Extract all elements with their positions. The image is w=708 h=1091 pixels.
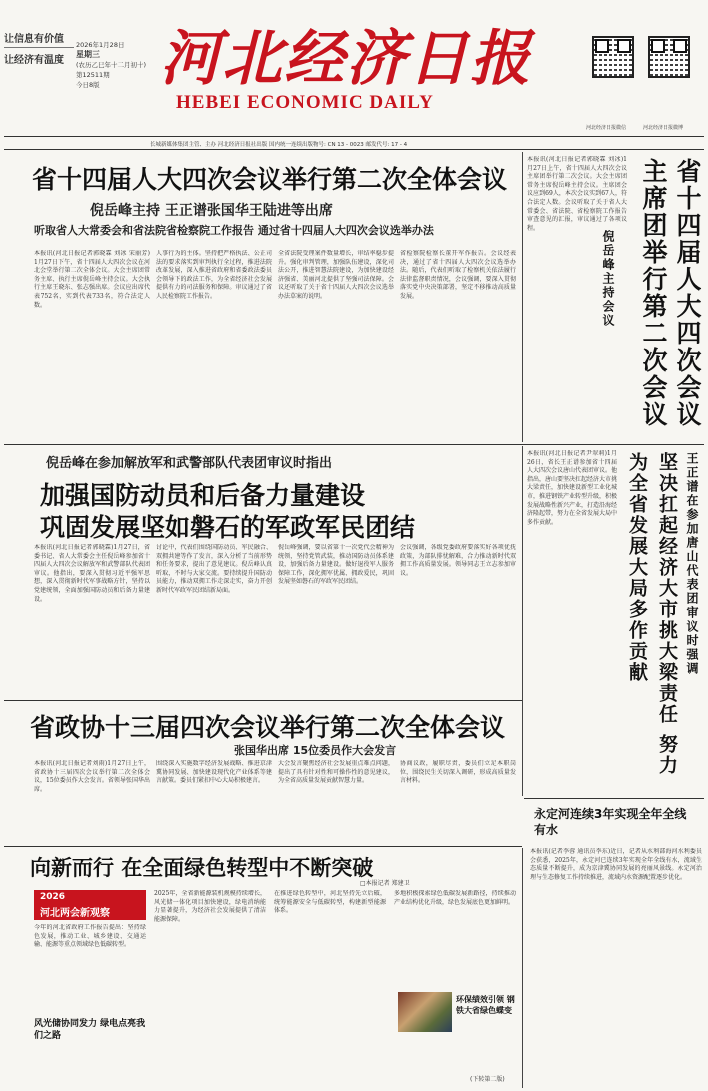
article3-body-col2: 围绕深入实施数字经济发展战略、推进京津冀协同发展、加快建设现代化产业体系等建言献策。委员们紧扣中心大局积极建言。 xyxy=(156,760,272,785)
sidebar2-body: 本报讯(河北日报记者尹翠莉)1月26日，省长王正谱参加省十四届人大四次会议唐山代表团审议。他指出，唐山要坚决扛起经济大市挑大梁责任，加快建设新型工业化城市，推进钢铁产业转型升级，积极发展战略性新兴产业，打造沿海经济隆起带，努力在全省发展大局中多作贡献。 xyxy=(527,450,617,526)
sidebar1-subhead: 倪岳峰主持会议 xyxy=(601,230,615,328)
badge-text: 河北两会新观察 xyxy=(40,908,110,919)
masthead-rule xyxy=(4,136,704,137)
article4-body-col1: 今年的河北省政府工作报告提出：坚持绿色发展，推动工业、城乡建设、交通运输、能源等重点领域绿色低碳转型。 xyxy=(34,924,146,949)
info-rule xyxy=(4,149,704,150)
column-divider xyxy=(522,446,523,796)
article4-body-col3: 在推进绿色转型中，河北坚持先立后破，统筹能源安全与低碳转型，构建新型能源体系。 xyxy=(274,890,386,915)
publication-info: 长城新媒体集团主管、主办 河北经济日报社出版 国内统一连续出版物号: CN 13 - 0023 邮发代号: 17 - 4 xyxy=(150,142,408,148)
article3-body-col4: 协商议政，履职尽责，委员们立足本职岗位，围绕民生关切深入调研，形成高质量发言材料。 xyxy=(400,760,516,785)
article2-body-col3: 倪岳峰强调，要以省第十一次党代会精神为统领，坚持党管武装，推动国防动员体系建设，加强后备力量建设。做好退役军人服务保障工作，深化拥军优属、拥政爱民，巩固发展坚如磐石的军政军民团结。 xyxy=(278,544,394,586)
sidebar3-rule xyxy=(524,798,704,799)
article3-body-col1: 本报讯(河北日报记者刘雨)1月27日上午，省政协十三届四次会议举行第二次全体会议，15位委员作大会发言。省领导张国华出席。 xyxy=(34,760,150,793)
article2-body-col2: 讨论中，代表们围绕国防动员、军民融合、双拥共建等作了发言，深入分析了当前形势和任务要求，提出了意见建议。倪岳峰认真听取，不时与大家交流。要持续提升国防动员能力，推动双拥工作走深走实，奋力开创新时代军政军民团结新局面。 xyxy=(156,544,272,594)
sidebar2-headline: 王正谱在参加唐山代表团审议时强调 xyxy=(685,452,699,676)
article4-byline-text: 本报记者 郑建卫 xyxy=(365,880,410,887)
article4-body-col4: 多地积极探索绿色低碳发展新路径，持续推动产业结构优化升级，绿色发展底色更加鲜明。 xyxy=(394,890,516,906)
article1-subhead-2: 听取省人大常委会和省法院省检察院工作报告 通过省十四届人大四次会议选举办法 xyxy=(34,224,434,237)
section-rule-1 xyxy=(4,444,704,445)
article4-body-col2: 2025年，全省新能源装机规模持续增长，风光储一体化项目加快建设，绿电消纳能力显著提升，为经济社会发展提供了清洁能源保障。 xyxy=(154,890,266,923)
article4-headline: 向新而行 在全面绿色转型中不断突破 xyxy=(30,856,374,880)
section-rule-3 xyxy=(4,846,522,847)
article2-body-col1: 本报讯(河北日报记者郭晓霖)1月27日，省委书记、省人大常委会主任倪岳峰参加省十四届人大四次会议解放军和武警部队代表团审议。他指出，要深入贯彻习近平强军思想，深入贯彻新时代军事战略方针，坚持以党建统领，全面加强国防动员和后备力量建设。 xyxy=(34,544,150,603)
slogan-line-1: 让信息有价值 xyxy=(4,30,74,48)
newspaper-title-en: HEBEI ECONOMIC DAILY xyxy=(176,92,434,113)
sidebar1-headline: 省十四届人大四次会议主席团举行第二次会议 xyxy=(639,158,702,428)
sidebar2-main-headline: 坚决扛起经济大市挑大梁责任 努力为全省发展大局多作贡献 xyxy=(626,452,678,776)
qr-code-weibo xyxy=(648,36,690,78)
article1-body-col1: 本报讯(河北日报记者郭晓霖 刘冰 宋丽芳) 1月27日下午，省十四届人大四次会议在河北会堂举行第二次全体会议。大会主席团常务主席、执行主席倪岳峰主持会议。大会执行主席王晓东、张志强出席。会议应出席代表752名，实到代表733名，符合法定人数。 xyxy=(34,250,150,309)
date-box xyxy=(76,40,148,90)
article3-body-col3: 大会发言聚焦经济社会发展重点难点问题，提出了具有针对性和可操作性的意见建议，为全省高质量发展贡献智慧力量。 xyxy=(278,760,394,785)
slogan-line-2: 让经济有温度 xyxy=(4,55,64,66)
weekday: 星期三 xyxy=(76,50,100,59)
article4-photo xyxy=(398,992,452,1032)
qr-label-weibo: 河北经济日报微博 xyxy=(643,125,684,131)
column-divider xyxy=(522,848,523,1088)
two-sessions-badge xyxy=(34,890,146,920)
article3-subhead: 张国华出席 15位委员作大会发言 xyxy=(234,744,397,757)
article1-body-col3: 全省法院受理案件数量增长，审结率稳步提升。强化审判管理，加强队伍建设，深化司法公开，推进智慧法院建设，为加快建设经济强省、美丽河北提供了坚强司法保障。会议还听取了关于省十四届人大四次会议选举办法草案的说明。 xyxy=(278,250,394,300)
article2-headline-1: 加强国防动员和后备力量建设 xyxy=(40,481,366,510)
page-count: 今日8版 xyxy=(76,81,100,89)
article1-headline: 省十四届人大四次会议举行第二次全体会议 xyxy=(32,165,508,194)
article1-subhead-1: 倪岳峰主持 王正谱张国华王陆进等出席 xyxy=(90,203,333,219)
article2-headline-2: 巩固发展坚如磐石的军政军民团结 xyxy=(40,513,416,542)
qr-code-wechat xyxy=(592,36,634,78)
qr-label-wechat: 河北经济日报微信 xyxy=(586,125,627,131)
article4-side-title: 风光储协同发力 绿电点亮我们之路 xyxy=(34,1019,146,1041)
sidebar3-body: 本报讯(记者李蓉 通讯员李东)近日，记者从水利部海河水利委员会获悉，2025年，永定河已连续3年实现全年全线有水，流域生态质量不断提升，成为京津冀协同发展的亮丽风景线。永定河治理与生态修复工作持续推进，流域内水资源配置逐步优化。 xyxy=(530,848,702,881)
article3-headline: 省政协十三届四次会议举行第二次全体会议 xyxy=(30,713,506,742)
sidebar3-headline: 永定河连续3年实现全年全线有水 xyxy=(534,807,687,837)
article2-body-col4: 会议强调，各级党委政府要落实好各项优抚政策，为部队排忧解难，合力推动新时代双拥工作高质量发展。领导同志王立志参加审议。 xyxy=(400,544,516,577)
slogan xyxy=(4,30,74,66)
sidebar1-body: 本报讯(河北日报记者郭晓霖 刘冰)1月27日上午，省十四届人大四次会议主席团举行第二次会议。大会主席团常务主席倪岳峰主持会议。主席团会议应到69人，本次会议实到67人，符合法定人数。会议听取了关于省人大常委会、省法院、省检察院工作报告审查意见的汇报，审议通过了各项议程。 xyxy=(527,156,627,232)
article4-byline: □本报记者 郑建卫 xyxy=(360,880,410,887)
newspaper-title: 河北经济日报 xyxy=(160,24,532,94)
issue-number: 第12511期 xyxy=(76,71,110,79)
article4-continued-note: (下转第二版) xyxy=(470,1076,505,1083)
article2-kicker: 倪岳峰在参加解放军和武警部队代表团审议时指出 xyxy=(46,456,333,471)
column-divider xyxy=(522,152,523,442)
section-rule-2 xyxy=(4,700,522,701)
lunar-date: (农历乙巳年十二月初十) xyxy=(76,61,147,69)
article4-box-title: 环保绩效引领 钢铁大省绿色蝶变 xyxy=(456,995,515,1015)
badge-year: 2026 xyxy=(40,892,66,902)
article1-body-col2: 人事行为的主体。坚持把严格执法、公正司法的要求落实到审判执行全过程，推进法院改革发展，深入推进省政府和省委政法委员会领导下的政法工作，为全省经济社会发展提供有力的司法服务和保障。审议通过了省人民检察院工作报告。 xyxy=(156,250,272,300)
date: 2026年1月28日 xyxy=(76,41,125,49)
article1-body-col4: 省检察院检察长董开军作报告。会议经表决，通过了省十四届人大四次会议选举办法。随后，代表们听取了检察机关依法履行法律监督职责情况，会议强调，要深入贯彻落实党中央决策部署，坚定不移推动高质量发展。 xyxy=(400,250,516,300)
